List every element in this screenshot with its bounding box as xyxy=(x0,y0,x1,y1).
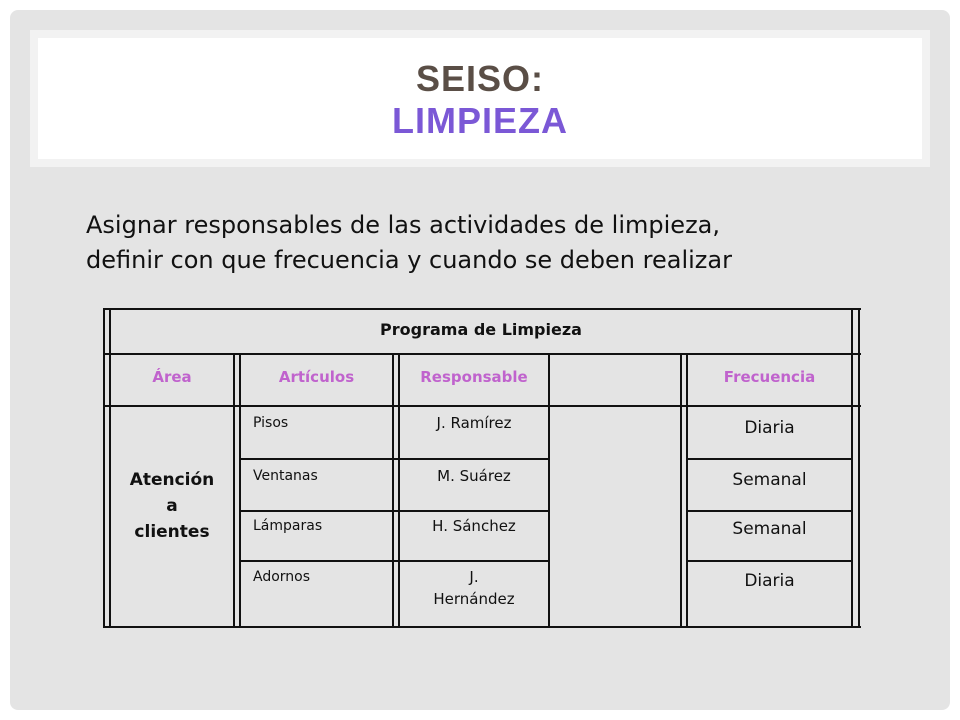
table-border-bottom xyxy=(103,626,861,628)
title-line-2: LIMPIEZA xyxy=(392,100,568,141)
frecuencia-cell: Diaria xyxy=(744,571,795,591)
col-divider-3 xyxy=(548,353,550,628)
row-divider-2-freq xyxy=(686,510,853,512)
responsable-line-1: J. xyxy=(469,568,479,586)
articulo-cell: Adornos xyxy=(253,569,311,585)
responsable-line-2: Hernández xyxy=(433,590,515,608)
header-frecuencia: Frecuencia xyxy=(723,368,816,386)
title-inner xyxy=(38,38,922,159)
title-line-1: SEISO: xyxy=(415,58,545,99)
area-cell xyxy=(111,467,233,545)
col-divider-1b xyxy=(239,353,241,628)
paragraph-line-2: definir con que frecuencia y cuando se deben realizar xyxy=(86,246,732,274)
header-area: Área xyxy=(152,368,192,386)
frecuencia-cell: Diaria xyxy=(744,418,795,438)
cleaning-program-table xyxy=(103,308,861,628)
table-border-top xyxy=(103,308,861,310)
responsable-cell: J. Ramírez xyxy=(436,414,512,432)
description-paragraph xyxy=(86,208,906,278)
col-divider-4a xyxy=(680,353,682,628)
frecuencia-cell: Semanal xyxy=(732,470,807,490)
articulo-cell: Lámparas xyxy=(253,518,323,534)
row-divider-1-freq xyxy=(686,458,853,460)
table-border-right xyxy=(858,308,860,628)
table-border-right-inner xyxy=(851,308,853,628)
articulo-cell: Pisos xyxy=(253,415,289,431)
table-border-left xyxy=(103,308,105,628)
title-row-border xyxy=(103,353,861,355)
responsable-cell: M. Suárez xyxy=(437,467,511,485)
paragraph-line-1: Asignar responsables de las actividades de limpieza, xyxy=(86,211,720,239)
row-divider-3-freq xyxy=(686,560,853,562)
articulo-cell: Ventanas xyxy=(253,468,318,484)
responsable-cell: H. Sánchez xyxy=(432,517,516,535)
row-divider-2 xyxy=(239,510,550,512)
area-line-3: clientes xyxy=(134,522,210,542)
responsable-cell xyxy=(400,566,548,610)
table-title: Programa de Limpieza xyxy=(380,320,582,339)
header-articulos: Artículos xyxy=(278,368,355,386)
frecuencia-cell: Semanal xyxy=(732,519,807,539)
area-line-1: Atención xyxy=(129,470,215,490)
row-divider-1 xyxy=(239,458,550,460)
header-responsable: Responsable xyxy=(420,368,528,386)
col-divider-2a xyxy=(392,353,394,628)
header-row-border xyxy=(103,405,861,407)
col-divider-1a xyxy=(233,353,235,628)
title-box xyxy=(30,30,930,167)
row-divider-3 xyxy=(239,560,550,562)
area-line-2: a xyxy=(166,496,178,516)
